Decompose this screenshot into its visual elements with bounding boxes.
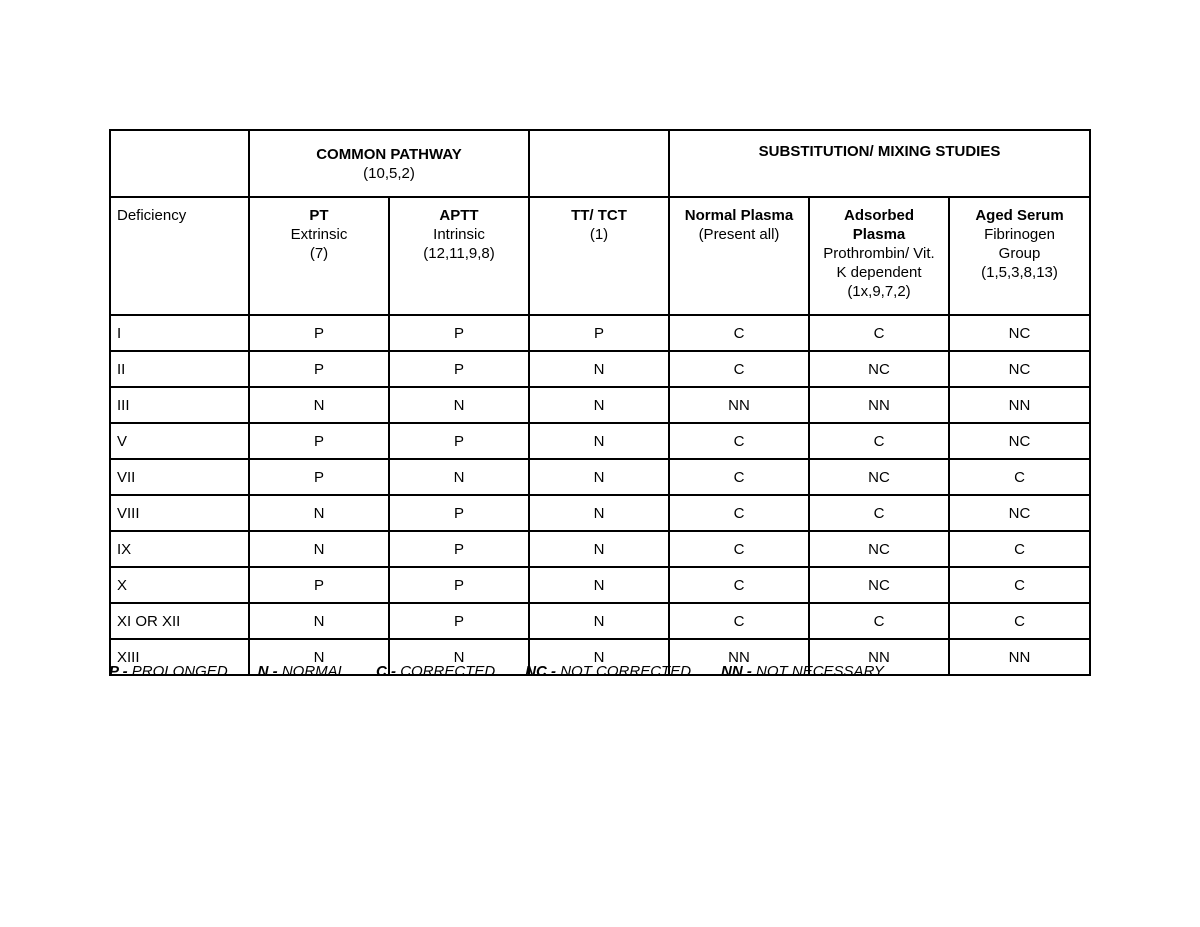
legend — [109, 663, 914, 680]
column-detail: K dependent — [836, 264, 922, 281]
result-cell: NN — [809, 387, 949, 423]
legend-key: C - — [376, 663, 397, 680]
result-cell: N — [529, 603, 669, 639]
result-cell: C — [809, 603, 949, 639]
result-cell: N — [529, 495, 669, 531]
result-cell: NC — [809, 459, 949, 495]
result-cell: C — [949, 603, 1090, 639]
deficiency-cell: III — [110, 387, 249, 423]
mixing-studies-header — [669, 130, 1090, 197]
column-detail: (1,5,3,8,13) — [981, 264, 1058, 281]
column-detail: Prothrombin/ Vit. — [823, 245, 935, 262]
empty-header-cell — [529, 130, 669, 197]
table-row — [110, 423, 1090, 459]
column-header-0 — [110, 197, 249, 315]
column-header-3 — [529, 197, 669, 315]
column-title: TT/ TCT — [571, 207, 627, 224]
result-cell: P — [389, 531, 529, 567]
result-cell: P — [249, 567, 389, 603]
result-cell: C — [949, 459, 1090, 495]
result-cell: NC — [809, 351, 949, 387]
result-cell: C — [949, 531, 1090, 567]
header-row-1 — [110, 130, 1090, 197]
result-cell: P — [389, 423, 529, 459]
legend-text: CORRECTED — [400, 663, 496, 680]
table-row — [110, 351, 1090, 387]
result-cell: P — [389, 315, 529, 351]
common-pathway-title: COMMON PATHWAY — [316, 145, 462, 163]
result-cell: C — [809, 423, 949, 459]
deficiency-cell: II — [110, 351, 249, 387]
result-cell: NC — [809, 531, 949, 567]
coagulation-table — [109, 129, 1091, 676]
result-cell: NN — [949, 639, 1090, 675]
common-pathway-factors: (10,5,2) — [363, 164, 415, 182]
deficiency-cell: V — [110, 423, 249, 459]
result-cell: P — [389, 567, 529, 603]
result-cell: N — [529, 351, 669, 387]
result-cell: NN — [809, 639, 949, 675]
result-cell: NC — [949, 423, 1090, 459]
legend-key: NC - — [525, 663, 557, 680]
result-cell: N — [249, 387, 389, 423]
result-cell: N — [529, 567, 669, 603]
mixing-studies-title: SUBSTITUTION/ MIXING STUDIES — [758, 143, 1001, 160]
column-header-6 — [949, 197, 1090, 315]
column-header-5 — [809, 197, 949, 315]
result-cell: N — [529, 459, 669, 495]
column-title: Aged Serum — [975, 207, 1064, 224]
column-detail: Fibrinogen — [984, 226, 1055, 243]
table-row — [110, 495, 1090, 531]
result-cell: C — [669, 351, 809, 387]
legend-key: NN - — [721, 663, 752, 680]
result-cell: P — [249, 423, 389, 459]
column-detail: (1x,9,7,2) — [847, 283, 911, 300]
column-title: Normal Plasma — [684, 207, 794, 224]
result-cell: P — [249, 315, 389, 351]
column-detail: (7) — [309, 245, 329, 262]
result-cell: N — [529, 423, 669, 459]
legend-item — [721, 663, 884, 680]
column-detail: (Present all) — [698, 226, 780, 243]
deficiency-cell: VII — [110, 459, 249, 495]
legend-key: N - — [257, 663, 278, 680]
deficiency-cell: VIII — [110, 495, 249, 531]
legend-text: PROLONGED — [131, 663, 228, 680]
result-cell: N — [529, 531, 669, 567]
result-cell: P — [249, 351, 389, 387]
result-cell: N — [249, 495, 389, 531]
result-cell: N — [389, 387, 529, 423]
table-row — [110, 531, 1090, 567]
column-header-1 — [249, 197, 389, 315]
column-header-4 — [669, 197, 809, 315]
legend-item — [258, 663, 346, 680]
legend-text: NORMAL — [281, 663, 347, 680]
result-cell: C — [809, 315, 949, 351]
table-row — [110, 315, 1090, 351]
header-row-2 — [110, 197, 1090, 315]
result-cell: P — [389, 495, 529, 531]
column-title: PT — [309, 207, 329, 224]
result-cell: N — [389, 459, 529, 495]
column-detail: Group — [998, 245, 1041, 262]
deficiency-cell: XIII — [110, 639, 249, 675]
common-pathway-header — [249, 130, 529, 197]
result-cell: N — [249, 603, 389, 639]
table-row — [110, 567, 1090, 603]
result-cell: C — [669, 423, 809, 459]
result-cell: N — [529, 387, 669, 423]
result-cell: NC — [949, 351, 1090, 387]
result-cell: NC — [809, 567, 949, 603]
result-cell: C — [669, 567, 809, 603]
legend-text: NOT CORRECTED — [560, 663, 692, 680]
result-cell: N — [249, 639, 389, 675]
result-cell: N — [389, 639, 529, 675]
result-cell: P — [529, 315, 669, 351]
result-cell: NC — [949, 315, 1090, 351]
result-cell: C — [669, 459, 809, 495]
result-cell: NN — [949, 387, 1090, 423]
column-detail: Intrinsic — [433, 226, 485, 243]
result-cell: NN — [669, 387, 809, 423]
column-detail: (12,11,9,8) — [423, 245, 495, 262]
column-title: Plasma — [852, 226, 906, 243]
result-cell: C — [669, 495, 809, 531]
result-cell: C — [669, 315, 809, 351]
column-title: APTT — [439, 207, 479, 224]
table-row — [110, 387, 1090, 423]
column-title: Adsorbed — [843, 207, 914, 224]
table-row — [110, 603, 1090, 639]
column-detail: Extrinsic — [290, 226, 348, 243]
deficiency-label: Deficiency — [117, 207, 187, 224]
empty-header-cell — [110, 130, 249, 197]
result-cell: C — [809, 495, 949, 531]
result-cell: N — [249, 531, 389, 567]
result-cell: N — [529, 639, 669, 675]
result-cell: P — [249, 459, 389, 495]
deficiency-cell: XI OR XII — [110, 603, 249, 639]
result-cell: C — [669, 531, 809, 567]
legend-item — [109, 663, 228, 680]
legend-item — [525, 663, 691, 680]
deficiency-cell: IX — [110, 531, 249, 567]
result-cell: NC — [949, 495, 1090, 531]
result-cell: NN — [669, 639, 809, 675]
legend-key: P - — [109, 663, 128, 680]
column-detail: (1) — [589, 226, 609, 243]
deficiency-cell: I — [110, 315, 249, 351]
result-cell: C — [669, 603, 809, 639]
result-cell: P — [389, 351, 529, 387]
result-cell: P — [389, 603, 529, 639]
legend-text: NOT NECESSARY — [756, 663, 884, 680]
column-header-2 — [389, 197, 529, 315]
legend-item — [376, 663, 495, 680]
result-cell: C — [949, 567, 1090, 603]
deficiency-cell: X — [110, 567, 249, 603]
table-row — [110, 459, 1090, 495]
